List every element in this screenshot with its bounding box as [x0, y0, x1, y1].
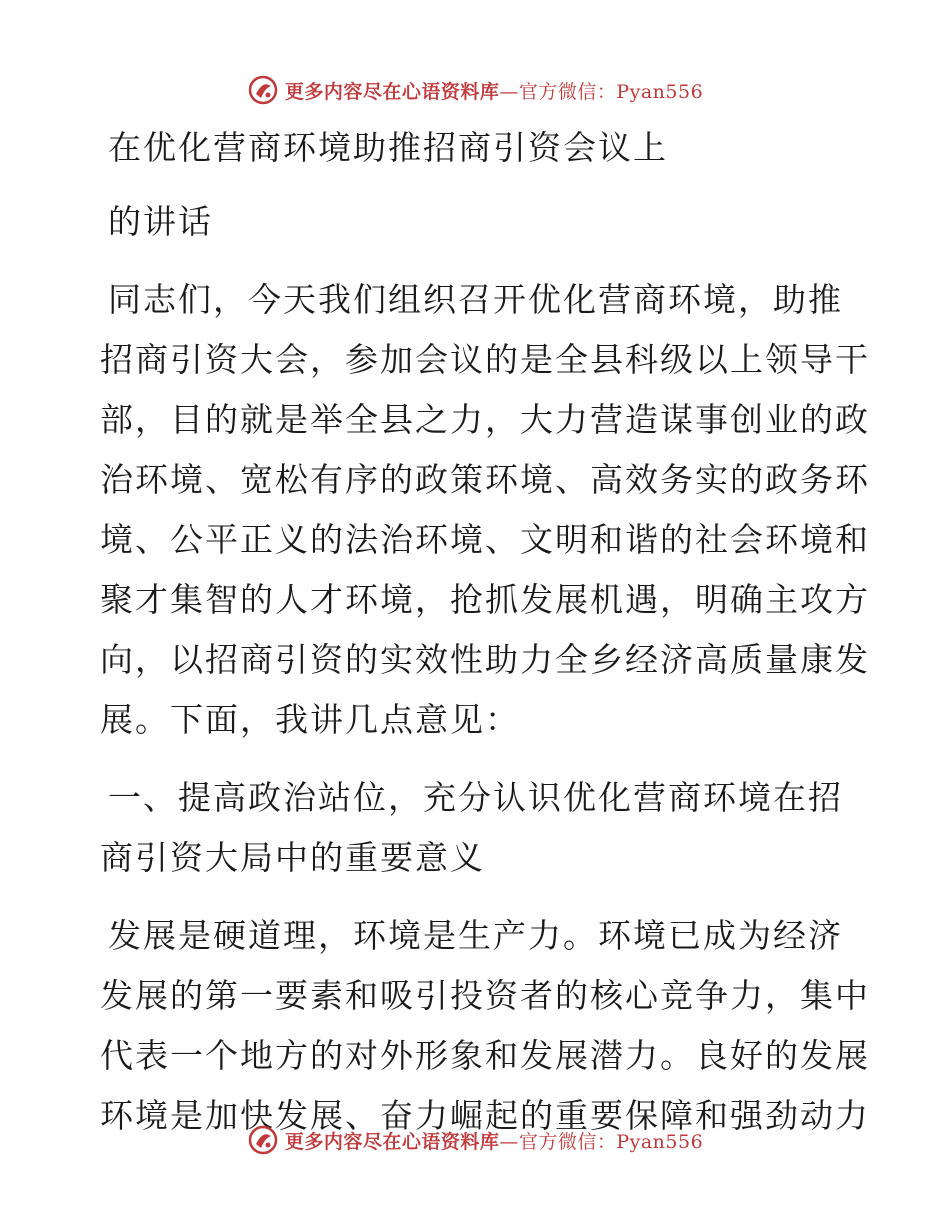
- heading-line: 商引资大局中的重要意义: [100, 838, 485, 877]
- paragraph-line: 发展是硬道理，环境是生产力。环境已成为经济: [108, 916, 843, 955]
- brand-logo-icon: [247, 74, 279, 106]
- watermark-text: 更多内容尽在心语资料库—官方微信：Pyan556: [284, 80, 704, 103]
- paragraph-line: 代表一个地方的对外形象和发展潜力。良好的发展: [100, 1036, 870, 1075]
- paragraph-line: 环境是加快发展、奋力崛起的重要保障和强劲动力: [100, 1096, 870, 1135]
- heading-line: 一、提高政治站位，充分认识优化营商环境在招: [108, 778, 843, 817]
- intro-paragraph: [100, 270, 870, 750]
- header-watermark: [0, 70, 950, 110]
- footer-watermark: [0, 1120, 950, 1160]
- paragraph-line: 招商引资大会，参加会议的是全县科级以上领导干: [100, 340, 870, 379]
- paragraph-line: 聚才集智的人才环境，抢抓发展机遇，明确主攻方: [100, 580, 870, 619]
- paragraph-line: 同志们，今天我们组织召开优化营商环境，助推: [108, 280, 843, 319]
- title-line: 的讲话: [108, 202, 213, 241]
- paragraph-line: 展。下面，我讲几点意见：: [100, 700, 520, 739]
- title-line: 在优化营商环境助推招商引资会议上: [108, 128, 668, 167]
- paragraph-line: 境、公平正义的法治环境、文明和谐的社会环境和: [100, 520, 870, 559]
- section-heading: [100, 768, 860, 888]
- watermark-text: 更多内容尽在心语资料库—官方微信：Pyan556: [284, 1130, 704, 1153]
- document-title: [100, 118, 860, 252]
- section-paragraph: [100, 906, 870, 1146]
- paragraph-line: 向，以招商引资的实效性助力全乡经济高质量康发: [100, 640, 870, 679]
- paragraph-line: 部，目的就是举全县之力，大力营造谋事创业的政: [100, 400, 870, 439]
- paragraph-line: 发展的第一要素和吸引投资者的核心竞争力，集中: [100, 976, 870, 1015]
- document-body: [100, 118, 870, 1146]
- paragraph-line: 治环境、宽松有序的政策环境、高效务实的政务环: [100, 460, 870, 499]
- brand-logo-icon: [247, 1124, 279, 1156]
